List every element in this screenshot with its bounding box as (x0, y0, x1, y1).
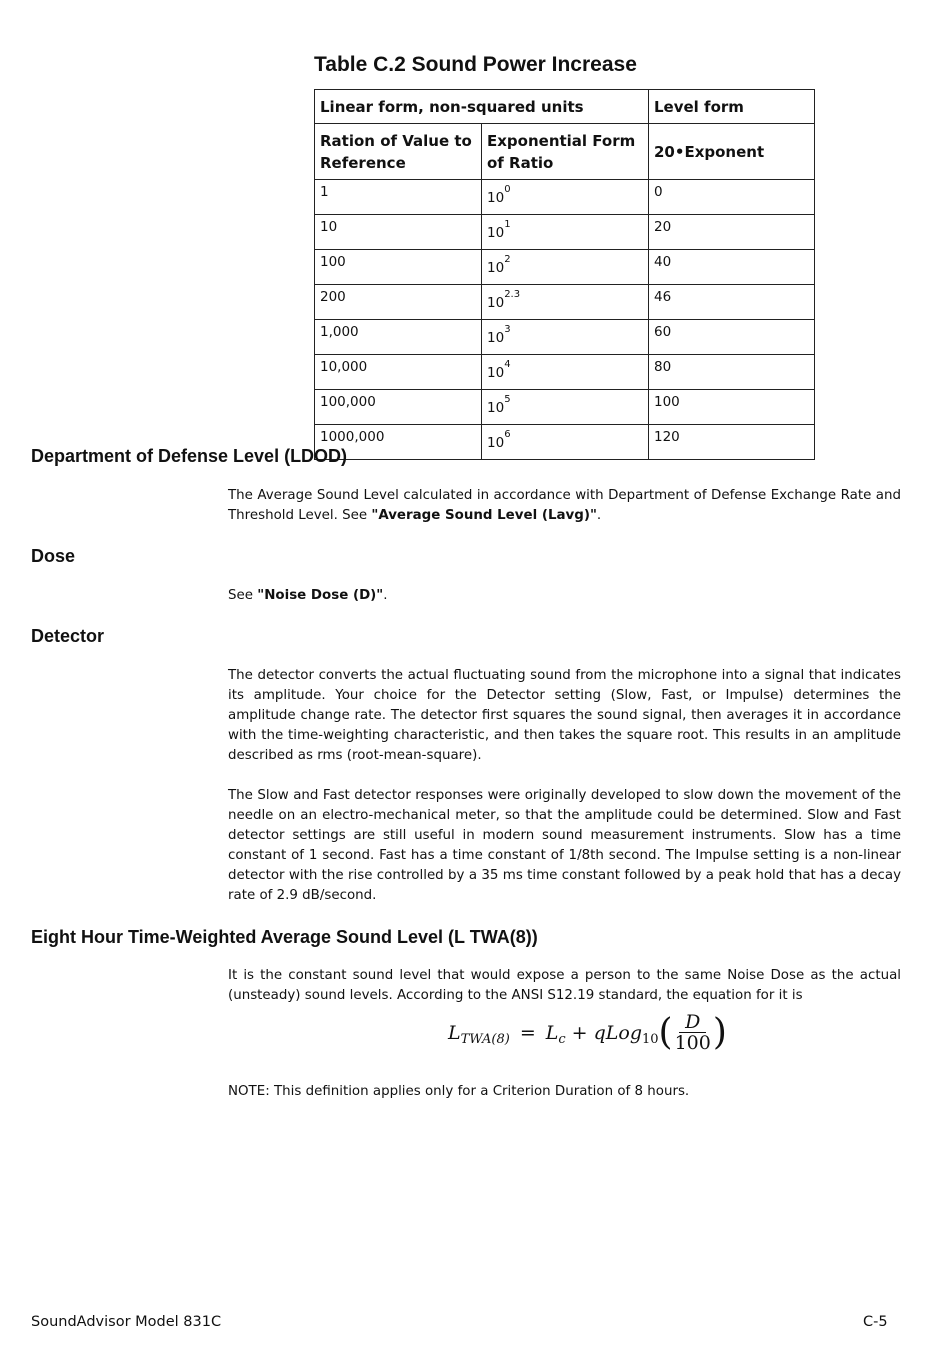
exponential-cell: $10^0$ (482, 180, 649, 215)
header-ratio: Ration of Value to Reference (315, 124, 482, 180)
table-row (315, 250, 815, 285)
exponential-cell: $10^3$ (482, 320, 649, 355)
noise-dose-link[interactable]: "Noise Dose (D)" (257, 588, 384, 603)
exponential-cell: $10^5$ (482, 390, 649, 425)
level-cell: 0 (649, 180, 815, 215)
dose-heading: Dose (31, 546, 76, 566)
twa-heading: Eight Hour Time-Weighted Average Sound Level (L TWA(8)) (31, 927, 538, 947)
exponential-cell: $10^6$ (482, 425, 649, 460)
exponential-cell: $10^{2.3}$ (482, 285, 649, 320)
table-row (315, 215, 815, 250)
ratio-cell: 100 (315, 250, 482, 285)
level-cell: 46 (649, 285, 815, 320)
level-cell: 60 (649, 320, 815, 355)
header-level-form: Level form (649, 90, 815, 124)
table-row (315, 425, 815, 460)
table-row (315, 355, 815, 390)
level-cell: 100 (649, 390, 815, 425)
ratio-cell: 100,000 (315, 390, 482, 425)
footer-product: SoundAdvisor Model 831C (31, 1314, 222, 1330)
detector-paragraph-2: The Slow and Fast detector responses were originally developed to slow down the movement of the needle on an electro-mechanical meter, so that the amplitude could be determined. Slow and Fast detector settings are still useful in modern sound measurement instruments. Slow has a time constant of 1 second. Fast has a time constant of 1/8th second. The Impulse setting is a non-linear detector with the rise controlled by a 35 ms time constant followed by a peak hold that has a decay rate of 2.9 dB/second. (228, 788, 901, 903)
level-cell: 120 (649, 425, 815, 460)
level-cell: 80 (649, 355, 815, 390)
ratio-cell: 10,000 (315, 355, 482, 390)
twa-paragraph: It is the constant sound level that would expose a person to the same Noise Dose as the actual (unsteady) sound levels. According to the ANSI S12.19 standard, the equation for it is (228, 968, 901, 1003)
header-linear-form: Linear form, non-squared units (315, 90, 649, 124)
ratio-cell: 1000,000 (315, 425, 482, 460)
ratio-cell: 1 (315, 180, 482, 215)
dose-paragraph: See "Noise Dose (D)". (228, 588, 388, 603)
twa-equation: L TWA(8) = L c + qLog 10 ( $\frac{D}{100}$ ) (448, 1011, 727, 1054)
detector-heading: Detector (31, 626, 105, 646)
exponential-cell: $10^4$ (482, 355, 649, 390)
footer-page-number: C-5 (863, 1314, 888, 1330)
exponential-cell: $10^1$ (482, 215, 649, 250)
header-exponential-form: Exponential Form of Ratio (482, 124, 649, 180)
ratio-cell: 200 (315, 285, 482, 320)
table-row (315, 390, 815, 425)
table-row (315, 180, 815, 215)
header-20-exponent: 20•Exponent (649, 124, 815, 180)
level-cell: 20 (649, 215, 815, 250)
exponential-cell: $10^2$ (482, 250, 649, 285)
ldod-paragraph: The Average Sound Level calculated in accordance with Department of Defense Exchange Rate and Threshold Level. See "Average Sound Level (Lavg)". (228, 488, 901, 523)
avg-sound-level-link[interactable]: "Average Sound Level (Lavg)" (371, 508, 597, 523)
table-row (315, 320, 815, 355)
ratio-cell: 10 (315, 215, 482, 250)
level-cell: 40 (649, 250, 815, 285)
table-title: Table C.2 Sound Power Increase (314, 53, 637, 76)
sound-power-table (314, 89, 815, 460)
twa-note: NOTE: This definition applies only for a Criterion Duration of 8 hours. (228, 1084, 690, 1099)
table-row (315, 285, 815, 320)
ratio-cell: 1,000 (315, 320, 482, 355)
ldod-heading: Department of Defense Level (LDOD) (31, 446, 348, 466)
detector-paragraph-1: The detector converts the actual fluctuating sound from the microphone into a signal that indicates its amplitude. Your choice for the Detector setting (Slow, Fast, or Impulse) determines the amplitude change rate. The detector first squares the sound signal, then averages it in accordance with the time-weighting characteristic, and then takes the square root. This results in an amplitude described as rms (root-mean-square). (228, 668, 901, 763)
